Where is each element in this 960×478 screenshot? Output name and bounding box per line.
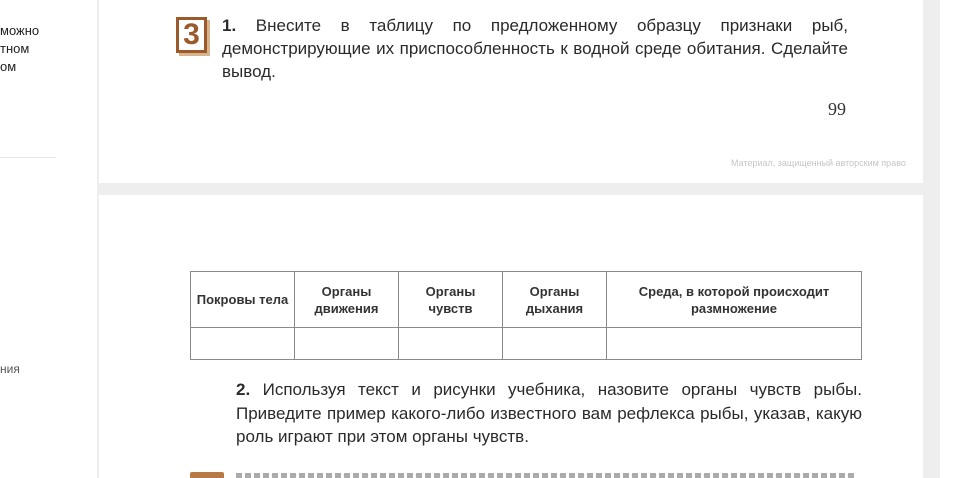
task-1-text [222,14,848,83]
table-header-cell: Покровы тела [191,272,295,328]
sidebar-text-line: тном [0,41,30,56]
table-header-row [191,272,862,328]
table-header-cell: Органы чувств [399,272,503,328]
table-row [191,328,862,360]
table-cell [399,328,503,360]
page-number: 99 [828,99,846,119]
table-cell [191,328,295,360]
table-cell [503,328,607,360]
task-2-body: Используя текст и рисунки учебника, назовите органы чувств рыбы. Приведите пример какого-либо известного вам рефлекса рыбы, указав, какую роль играют при этом органы чувств. [236,380,862,446]
table-cell [295,328,399,360]
table-header-cell: Среда, в которой происходит размножение [607,272,862,328]
task-2-number: 2. [236,380,251,399]
sidebar-divider [0,157,56,158]
task-1-number: 1. [222,16,237,35]
next-task-text-cropped [236,468,856,478]
sidebar-text-line: можно [0,23,40,38]
table-cell [607,328,862,360]
task-2-text [236,378,862,449]
next-task-icon [190,472,224,478]
sidebar-text-line: ом [0,59,17,74]
table-header-cell: Органы дыхания [503,272,607,328]
scrollbar-track[interactable] [940,0,960,478]
fish-features-table [190,271,862,360]
copyright-watermark: Материал, защищенный авторским право [731,158,906,168]
table-header-cell: Органы движения [295,272,399,328]
left-sidebar [0,0,97,478]
task-1-body: Внесите в таблицу по предложенному образцу признаки рыб, демонстрирующие их приспособленность к водной среде обитания. Сделайте вывод. [222,16,848,81]
sidebar-bottom-text: ния [0,362,20,376]
task-badge-icon: 3 [176,17,207,53]
